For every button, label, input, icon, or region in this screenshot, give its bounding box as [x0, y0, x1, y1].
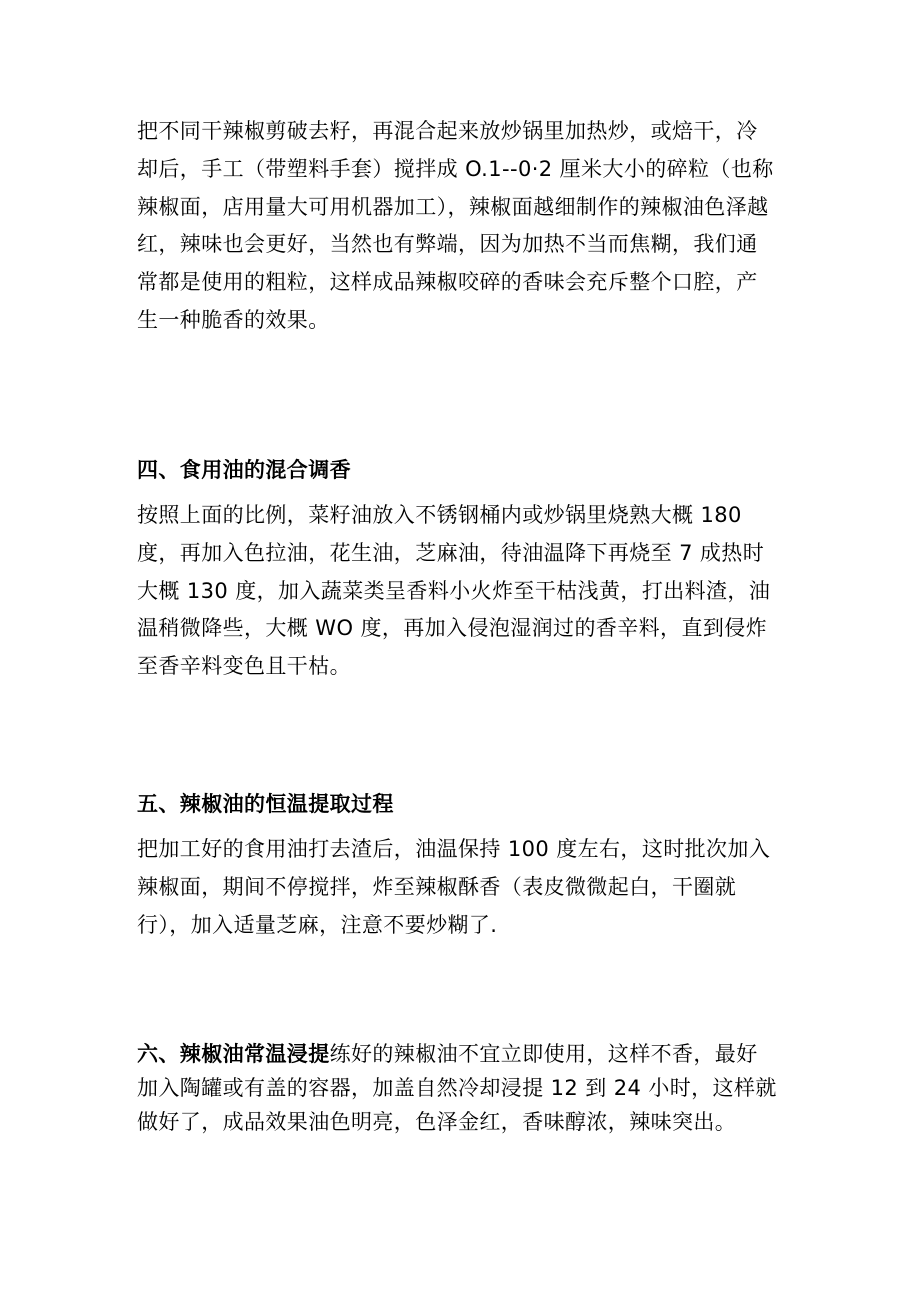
section-4-body: 按照上面的比例，菜籽油放入不锈钢桶内或炒锅里烧熟大概 180 度，再加入色拉油，花生油，芝麻油，待油温降下再烧至 7 成热时大概 130 度，加入蔬菜类呈香料小火炸至干枯浅黄，打出料渣，油温稍微降些，大概 WO 度，再加入侵泡湿润过的香辛料，直到侵炸至香辛料变色且干枯。 [137, 503, 771, 679]
section-6-paragraph [137, 1037, 777, 1139]
section-6-body: 练好的辣椒油不宜立即使用，这样不香，最好加入陶罐或有盖的容器，加盖自然冷却浸提 12 到 24 小时，这样就做好了，成品效果油色明亮，色泽金红，香味醇浓，辣味突出。 [137, 1042, 777, 1134]
section-5-heading: 五、辣椒油的恒温提取过程 [137, 792, 394, 816]
section-4-heading: 四、食用油的混合调香 [137, 458, 351, 482]
section-5-body: 把加工好的食用油打去渣后，油温保持 100 度左右，这时批次加入辣椒面，期间不停搅拌，炸至辣椒酥香（表皮微微起白，干圈就行），加入适量芝麻，注意不要炒糊了. [137, 837, 771, 937]
section-6-heading: 六、辣椒油常温浸提 [137, 1042, 330, 1066]
paragraph-chili-flakes: 把不同干辣椒剪破去籽，再混合起来放炒锅里加热炒，或焙干，冷却后，手工（带塑料手套）搅拌成 O.1--0·2 厘米大小的碎粒（也称辣椒面，店用量大可用机器加工），辣椒面越细制作的辣椒油色泽越红，辣味也会更好，当然也有弊端，因为加热不当而焦糊，我们通常都是使用的粗粒，这样成品辣椒咬碎的香味会充斥整个口腔，产生一种脆香的效果。 [137, 119, 774, 332]
